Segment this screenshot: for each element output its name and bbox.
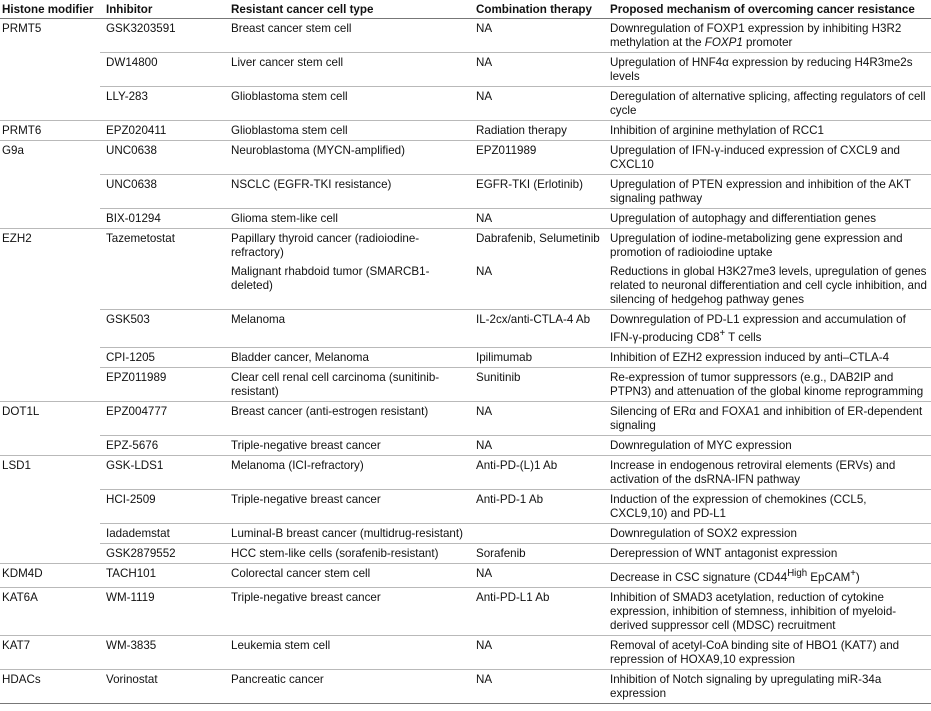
cell-modifier: KAT6A (0, 587, 100, 635)
cell-mechanism: Downregulation of PD-L1 expression and accumulation of IFN-γ-producing CD8+ T cells (604, 310, 931, 348)
cell-cell-type: Glioblastoma stem cell (225, 121, 470, 141)
cell-inhibitor: BIX-01294 (100, 209, 225, 229)
cell-cell-type: Papillary thyroid cancer (radioiodine-refractory) (231, 232, 420, 259)
cell-combination: NA (470, 401, 604, 435)
cell-cell-type: Colorectal cancer stem cell (225, 563, 470, 587)
cell-inhibitor: EPZ011989 (100, 367, 225, 401)
cell-mechanism: Downregulation of FOXP1 expression by inhibiting H3R2 methylation at the FOXP1 promoter (604, 19, 931, 53)
cell-inhibitor: WM-3835 (100, 635, 225, 669)
cell-modifier (0, 435, 100, 455)
cell-combination: NA (470, 87, 604, 121)
table-row (0, 635, 931, 669)
table-row (0, 310, 931, 348)
table-row (0, 121, 931, 141)
cell-mechanism: Deregulation of alternative splicing, affecting regulators of cell cycle (604, 87, 931, 121)
cell-cell-type: Clear cell renal cell carcinoma (sunitinib-resistant) (225, 367, 470, 401)
cell-modifier (0, 367, 100, 401)
cell-inhibitor: LLY-283 (100, 87, 225, 121)
cell-modifier: DOT1L (2, 404, 40, 418)
cell-modifier: LSD1 (2, 458, 32, 472)
table-row (0, 489, 931, 523)
cell-cell-type: HCC stem-like cells (sorafenib-resistant) (225, 543, 470, 563)
cell-mechanism: Downregulation of MYC expression (604, 435, 931, 455)
cell-combination: NA (470, 53, 604, 87)
cell-mechanism: Upregulation of IFN-γ-induced expression of CXCL9 and CXCL10 (604, 141, 931, 175)
table-row (0, 87, 931, 121)
cell-combination: EPZ011989 (470, 141, 604, 175)
cell-cell-type: Glioma stem-like cell (225, 209, 470, 229)
cell-mechanism: Upregulation of HNF4α expression by reducing H4R3me2s levels (604, 53, 931, 87)
table-row (0, 347, 931, 367)
cell-modifier (0, 209, 100, 229)
cell-modifier (0, 489, 100, 523)
cell-modifier: KAT7 (0, 635, 100, 669)
cell-cell-type: Triple-negative breast cancer (225, 435, 470, 455)
table-row (0, 209, 931, 229)
cell-cell-type: Luminal-B breast cancer (multidrug-resistant) (225, 523, 470, 543)
cell-cell-type: Bladder cancer, Melanoma (225, 347, 470, 367)
cell-combination: Radiation therapy (470, 121, 604, 141)
cell-modifier: G9a (2, 144, 24, 157)
table-row (0, 587, 931, 635)
table-row (0, 141, 931, 175)
cell-cell-type: Malignant rhabdoid tumor (SMARCB1-deleted) (225, 262, 470, 310)
cell-mechanism: Silencing of ERα and FOXA1 and inhibition of ER-dependent signaling (604, 401, 931, 435)
cell-mechanism: Downregulation of SOX2 expression (604, 523, 931, 543)
cell-inhibitor: EPZ-5676 (100, 435, 225, 455)
cell-modifier (0, 347, 100, 367)
cell-mechanism: Upregulation of iodine-metabolizing gene expression and promotion of radioiodine uptake (610, 232, 903, 259)
cell-combination: EGFR-TKI (Erlotinib) (470, 175, 604, 209)
cell-cell-type: Triple-negative breast cancer (225, 587, 470, 635)
cell-modifier (0, 310, 100, 348)
header-inhibitor: Inhibitor (100, 0, 225, 19)
cell-modifier: KDM4D (0, 563, 100, 587)
cell-modifier (0, 262, 100, 310)
cell-mechanism: Inhibition of EZH2 expression induced by anti–CTLA-4 (604, 347, 931, 367)
cell-modifier (0, 543, 100, 563)
cell-inhibitor: GSK-LDS1 (100, 455, 225, 489)
table-row (0, 563, 931, 587)
cell-cell-type: Melanoma (ICI-refractory) (225, 455, 470, 489)
cell-combination: Anti-PD-1 Ab (470, 489, 604, 523)
table-row (0, 367, 931, 401)
cell-modifier: PRMT6 (0, 121, 100, 141)
cell-inhibitor: Tazemetostat (106, 232, 175, 245)
cell-mechanism: Inhibition of SMAD3 acetylation, reduction of cytokine expression, inhibition of stemness, inhibition of myeloid-derived suppressor cell (MDSC) recruitment (604, 587, 931, 635)
cell-cell-type: NSCLC (EGFR-TKI resistance) (225, 175, 470, 209)
cell-modifier (0, 87, 100, 121)
cell-cell-type: Melanoma (225, 310, 470, 348)
header-cell-type: Resistant cancer cell type (225, 0, 470, 19)
cell-modifier: EZH2 (2, 232, 32, 245)
cell-cell-type: Neuroblastoma (MYCN-amplified) (225, 141, 470, 175)
cell-combination: Dabrafenib, Selumetinib (476, 232, 600, 245)
cell-cell-type: Glioblastoma stem cell (225, 87, 470, 121)
cell-inhibitor: Vorinostat (100, 669, 225, 703)
cell-mechanism: Derepression of WNT antagonist expression (604, 543, 931, 563)
header-row (0, 0, 931, 19)
table-row (0, 19, 931, 53)
cell-cell-type: Breast cancer stem cell (225, 19, 470, 53)
cell-modifier (0, 523, 100, 543)
cell-mechanism: Increase in endogenous retroviral elements (ERVs) and activation of the dsRNA-IFN pathway (604, 455, 931, 489)
cell-combination: Anti-PD-(L)1 Ab (470, 455, 604, 489)
header-modifier: Histone modifier (0, 0, 100, 19)
cell-inhibitor: Iadademstat (100, 523, 225, 543)
table-row (0, 229, 931, 263)
cell-mechanism: Inhibition of Notch signaling by upregulating miR-34a expression (604, 669, 931, 703)
cell-combination: NA (470, 669, 604, 703)
cell-mechanism: Upregulation of PTEN expression and inhibition of the AKT signaling pathway (604, 175, 931, 209)
header-combination: Combination therapy (470, 0, 604, 19)
cell-cell-type: Triple-negative breast cancer (225, 489, 470, 523)
cell-cell-type: Leukemia stem cell (225, 635, 470, 669)
cell-cell-type: Liver cancer stem cell (225, 53, 470, 87)
cell-modifier (0, 175, 100, 209)
cell-mechanism: Upregulation of autophagy and differentiation genes (604, 209, 931, 229)
cell-cell-type: Pancreatic cancer (225, 669, 470, 703)
cell-mechanism: Re-expression of tumor suppressors (e.g., DAB2IP and PTPN3) and attenuation of the global kinome reprogramming (604, 367, 931, 401)
table-row (0, 53, 931, 87)
cell-combination: NA (470, 635, 604, 669)
table-row (0, 435, 931, 455)
table-row (0, 455, 931, 489)
cell-combination: NA (470, 563, 604, 587)
cell-mechanism: Inhibition of arginine methylation of RCC1 (604, 121, 931, 141)
header-mechanism: Proposed mechanism of overcoming cancer resistance (604, 0, 931, 19)
cell-inhibitor: GSK2879552 (100, 543, 225, 563)
cell-combination: Anti-PD-L1 Ab (470, 587, 604, 635)
cell-combination: NA (470, 435, 604, 455)
table-row (0, 401, 931, 435)
cell-combination: Sorafenib (470, 543, 604, 563)
cell-inhibitor: DW14800 (100, 53, 225, 87)
cell-mechanism: Removal of acetyl-CoA binding site of HBO1 (KAT7) and repression of HOXA9,10 expression (604, 635, 931, 669)
cell-inhibitor: TACH101 (100, 563, 225, 587)
cell-inhibitor: CPI-1205 (100, 347, 225, 367)
cell-inhibitor: UNC0638 (100, 141, 225, 175)
cell-inhibitor: WM-1119 (100, 587, 225, 635)
cell-modifier (0, 53, 100, 87)
cell-combination: IL-2cx/anti-CTLA-4 Ab (470, 310, 604, 348)
cell-modifier: PRMT5 (2, 22, 42, 35)
cell-combination: NA (470, 19, 604, 53)
cell-inhibitor: UNC0638 (100, 175, 225, 209)
cell-inhibitor: GSK3203591 (100, 19, 225, 53)
cell-inhibitor: HCI-2509 (100, 489, 225, 523)
cell-combination: NA (470, 209, 604, 229)
cell-combination: NA (470, 262, 604, 310)
cell-inhibitor: EPZ004777 (100, 401, 225, 435)
cell-inhibitor: EPZ020411 (100, 121, 225, 141)
cell-modifier: HDACs (0, 669, 100, 703)
cell-mechanism: Induction of the expression of chemokines (CCL5, CXCL9,10) and PD-L1 (604, 489, 931, 523)
table-row (0, 175, 931, 209)
cell-combination: Ipilimumab (470, 347, 604, 367)
cell-inhibitor (100, 262, 225, 310)
table-row (0, 669, 931, 703)
cell-cell-type: Breast cancer (anti-estrogen resistant) (225, 401, 470, 435)
table-row (0, 262, 931, 310)
cell-mechanism: Reductions in global H3K27me3 levels, upregulation of genes related to neuronal differentiation and cell cycle inhibition, and silencing of hedgehog pathway genes (604, 262, 931, 310)
cell-combination (470, 523, 604, 543)
table-row (0, 543, 931, 563)
table-row (0, 523, 931, 543)
cell-mechanism: Decrease in CSC signature ($CD44^{High}$ EpCAM+) (604, 563, 931, 587)
cell-combination: Sunitinib (470, 367, 604, 401)
cell-inhibitor: GSK503 (100, 310, 225, 348)
